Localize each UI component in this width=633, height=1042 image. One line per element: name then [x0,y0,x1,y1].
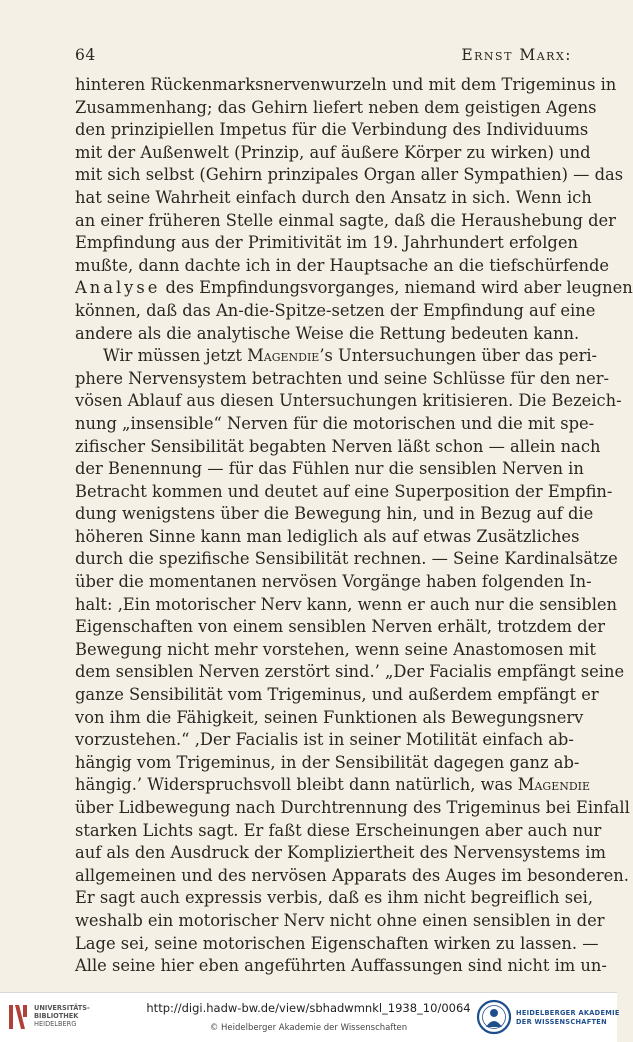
text-segment: mußte, dann dachte ich in der Hauptsache an die tiefschürfende [75,255,610,275]
text-line [75,639,596,662]
text-line [75,436,601,459]
text-line [75,210,616,233]
text-segment: vorzustehen.“ ‚Der Facialis ist in seiner Motilität einfach ab- [75,730,574,750]
text-segment: Empfindung aus der Primitivität im 19. Jahrhundert erfolgen [75,233,578,253]
text-segment: Er sagt auch expressis verbis, daß es ihm nicht begreiflich sei, [75,888,594,908]
text-segment: allgemeinen und des nervösen Apparats des Auges im besonderen. [75,865,629,885]
text-line [75,887,594,910]
text-segment: können, daß das An-die-Spitze-setzen der Empfindung auf eine [75,300,596,320]
text-segment: über die momentanen nervösen Vorgänge haben folgenden In- [75,572,592,592]
text-segment: Wir müssen jetzt [103,346,248,366]
text-segment: dung wenigstens über die Bewegung hin, und in Bezug auf die [75,504,594,524]
text-segment: weshalb ein motorischer Nerv nicht ohne einen sensiblen in der [75,910,605,930]
viewer-footer [0,992,620,1042]
text-line [75,797,630,820]
permalink-url[interactable]: http://digi.hadw-bw.de/view/sbhadwmnkl_1938_10/0064 [146,1001,471,1015]
text-line [75,594,618,617]
text-line [75,323,580,346]
text-segment: höheren Sinne kann man lediglich als auf etwas Zusätzliches [75,526,580,546]
text-line [75,910,605,933]
text-line [75,74,617,97]
text-segment: mit sich selbst (Gehirn prinzipales Organ aller Sympathien) — das [75,165,624,185]
text-segment: Eigenschaften von einem sensiblen Nerven erhält, trotzdem der [75,617,605,637]
text-line [75,300,596,323]
text-line [75,933,599,956]
ub-line-1: UNIVERSITÄTS- [34,1004,90,1012]
text-line [75,707,584,730]
text-line [75,119,589,142]
text-line [75,729,572,752]
text-segment: Lage sei, seine motorischen Eigenschaften wirken zu lassen. — [75,933,599,953]
text-line [75,526,580,549]
text-segment: Betracht kommen und deutet auf eine Superposition der Empfin- [75,481,613,501]
text-segment: den prinzipiellen Impetus für die Verbindung des Individuums [75,120,589,140]
text-segment: Alle seine hier eben angeführten Auffassungen sind nicht im un- [75,956,607,976]
spaced-emphasis: Analyse [75,278,161,298]
text-segment: Bewegung nicht mehr vorstehen, wenn seine Anastomosen mit [75,639,596,659]
text-segment: Zusammenhang; das Gehirn liefert neben dem geistigen Agens [75,97,597,117]
body-text [75,74,633,978]
academy-line-1: HEIDELBERGER AKADEMIE [516,1009,620,1017]
text-line [75,481,613,504]
text-segment: starken Lichts sagt. Er faßt diese Erscheinungen aber auch nur [75,820,602,840]
text-line [75,616,605,639]
ub-line-2: BIBLIOTHEK [34,1012,79,1020]
text-line [75,503,594,526]
text-segment: an einer früheren Stelle einmal sagte, daß die Heraushebung der [75,210,616,230]
text-line [75,865,629,888]
copyright-notice: © Heidelberger Akademie der Wissenschaften [209,1023,408,1033]
text-line [75,752,580,775]
text-line [75,413,595,436]
academy-logo[interactable] [476,999,620,1037]
text-line [75,187,592,210]
text-line [75,548,618,571]
page-number: 64 [75,46,96,64]
text-line [75,820,602,843]
text-line [75,255,610,278]
running-head [75,46,572,68]
text-segment: der Benennung — für das Fühlen nur die sensiblen Nerven in [75,459,584,479]
text-segment: ’s Untersuchungen über das peri- [319,346,598,366]
text-segment: des Empfindungsvorganges, niemand wird aber leugnen [160,278,633,298]
text-line [75,571,592,594]
text-line [75,390,622,413]
text-line [75,232,578,255]
text-segment: nung „insensible“ Nerven für die motorischen und die mit spe- [75,413,595,433]
text-segment: halt: ‚Ein motorischer Nerv kann, wenn er auch nur die sensiblen [75,594,618,614]
text-segment: hängig.’ Widerspruchsvoll bleibt dann natürlich, was [75,775,518,795]
small-caps-name: Magendie [517,775,591,795]
text-segment: über Lidbewegung nach Durchtrennung des Trigeminus bei Einfall [75,798,630,817]
text-line [75,774,591,797]
text-segment: vösen Ablauf aus diesen Untersuchungen kritisieren. Die Bezeich- [75,391,622,411]
text-segment: dem sensiblen Nerven zerstört sind.’ „Der Facialis empfängt seine [75,662,625,682]
text-segment: zifischer Sensibilität begabten Nerven läßt schon — allein nach [75,436,601,456]
ub-line-3: HEIDELBERG [34,1020,77,1028]
running-head-author: Ernst Marx: [461,46,572,64]
academy-line-2: DER WISSENSCHAFTEN [516,1018,607,1026]
text-segment: hinteren Rückenmarksnervenwurzeln und mit dem Trigeminus in [75,75,617,94]
text-line [75,842,606,865]
text-line [75,345,598,368]
text-segment: ganze Sensibilität vom Trigeminus, und außerdem empfängt er [75,685,599,705]
small-caps-name: Magendie [247,346,320,366]
text-line [75,955,607,978]
text-segment: von ihm die Fähigkeit, seinen Funktionen als Bewegungsnerv [75,707,584,727]
text-segment: auf als den Ausdruck der Kompliziertheit des Nervensystems im [75,843,606,863]
text-segment: phere Nervensystem betrachten und seine Schlüsse für den ner- [75,368,609,388]
text-line [75,368,609,391]
text-line [75,97,597,120]
academy-logo-text [516,1009,620,1027]
text-line [75,684,599,707]
text-line [75,277,633,300]
text-line [75,458,584,481]
text-line [75,164,624,187]
text-segment: durch die spezifische Sensibilität rechnen. — Seine Kardinalsätze [75,549,618,569]
text-line [75,142,591,165]
text-segment: mit der Außenwelt (Prinzip, auf äußere Körper zu wirken) und [75,142,591,162]
text-segment: andere als die analytische Weise die Rettung bedeuten kann. [75,323,580,343]
academy-seal-icon [476,999,512,1035]
text-line [75,661,625,684]
text-segment: hat seine Wahrheit einfach durch den Ansatz in sich. Wenn ich [75,187,592,207]
text-segment: hängig vom Trigeminus, in der Sensibilität dagegen ganz ab- [75,752,580,772]
